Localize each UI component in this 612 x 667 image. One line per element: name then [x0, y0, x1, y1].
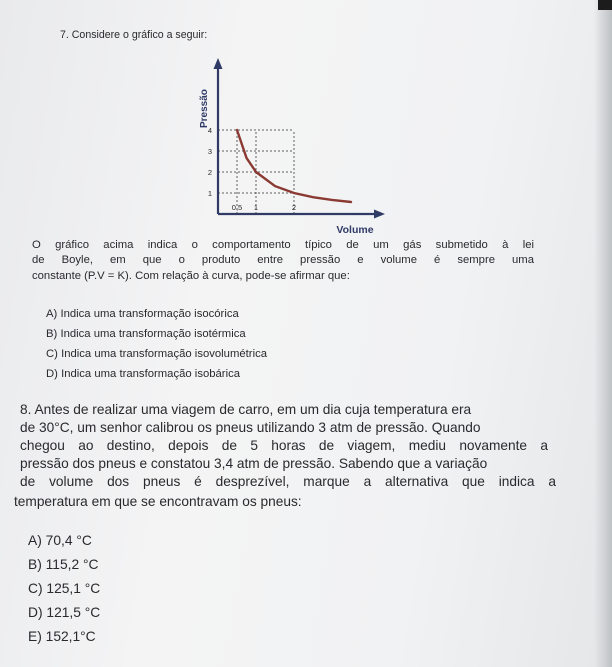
option-letter: C): [46, 348, 58, 360]
y-tick-label: 4: [207, 126, 212, 135]
option-text: 125,1 °C: [46, 581, 101, 596]
q7-header: 7. Considere o gráfico a seguir:: [60, 29, 208, 41]
x-ticks: [232, 203, 296, 212]
option-text: Indica uma transformação isocórica: [60, 308, 239, 320]
q7-option-d[interactable]: [46, 368, 240, 380]
y-ticks: [208, 126, 212, 198]
q7-option-a[interactable]: [46, 308, 239, 320]
option-letter: A): [28, 533, 42, 548]
y-tick-label: 1: [207, 189, 212, 198]
option-letter: A): [46, 308, 58, 320]
x-tick-label: 2: [291, 203, 297, 212]
option-letter: C): [28, 581, 43, 596]
x-tick-label: 0,5: [231, 203, 243, 212]
q8-option-b[interactable]: [28, 557, 98, 572]
page-edge-shadow: [594, 0, 612, 667]
option-letter: B): [28, 557, 42, 572]
q8-option-c[interactable]: [28, 581, 100, 596]
q8-text-line-4: pressão dos pneus e constatou 3,4 atm de pressão. Sabendo que a variação: [20, 456, 488, 471]
option-text: Indica uma transformação isotérmica: [60, 328, 246, 340]
q7-option-c[interactable]: [46, 348, 267, 360]
x-axis-arrow: [374, 210, 385, 219]
option-text: 152,1°C: [45, 629, 96, 644]
y-axis-arrow: [214, 58, 223, 69]
corner-background: [598, 0, 612, 10]
option-text: Indica uma transformação isobárica: [61, 368, 241, 380]
y-tick-label: 2: [207, 168, 212, 177]
option-letter: B): [46, 328, 58, 340]
x-axis-label: Volume: [336, 224, 374, 236]
y-tick-label: 3: [207, 147, 212, 156]
q8-text-line-6: temperatura em que se encontravam os pneus:: [14, 494, 302, 509]
option-text: 121,5 °C: [46, 605, 101, 620]
option-letter: D): [46, 368, 58, 380]
q8-option-e[interactable]: [28, 629, 96, 644]
option-text: Indica uma transformação isovolumétrica: [61, 348, 268, 360]
q8-text-line-3: chegou ao destino, depois de 5 horas de viagem, mediu novamente a: [20, 438, 548, 453]
boyle-chart: [184, 52, 388, 238]
x-tick-label: 1: [253, 203, 259, 212]
q8-option-d[interactable]: [28, 605, 100, 620]
option-letter: D): [28, 605, 43, 620]
option-letter: E): [28, 629, 42, 644]
q7-text-line-3: constante (P.V = K). Com relação à curva, pode-se afirmar que:: [32, 270, 350, 282]
q7-option-b[interactable]: [46, 328, 246, 340]
q8-text-line-2: de 30°C, um senhor calibrou os pneus utilizando 3 atm de pressão. Quando: [20, 420, 481, 435]
q8-text-line-1: 8. Antes de realizar uma viagem de carro, em um dia cuja temperatura era: [20, 402, 472, 417]
q8-text-line-5: de volume dos pneus é desprezível, marque a alternativa que indica a: [20, 474, 556, 489]
q7-text-line-1: O gráfico acima indica o comportamento típico de um gás submetido à lei: [32, 239, 534, 251]
q7-text-line-2: de Boyle, em que o produto entre pressão e volume é sempre uma: [32, 254, 534, 266]
option-text: 70,4 °C: [45, 533, 92, 548]
option-text: 115,2 °C: [45, 557, 99, 572]
y-axis-label: Pressão: [199, 89, 210, 128]
q8-option-a[interactable]: [28, 533, 92, 548]
